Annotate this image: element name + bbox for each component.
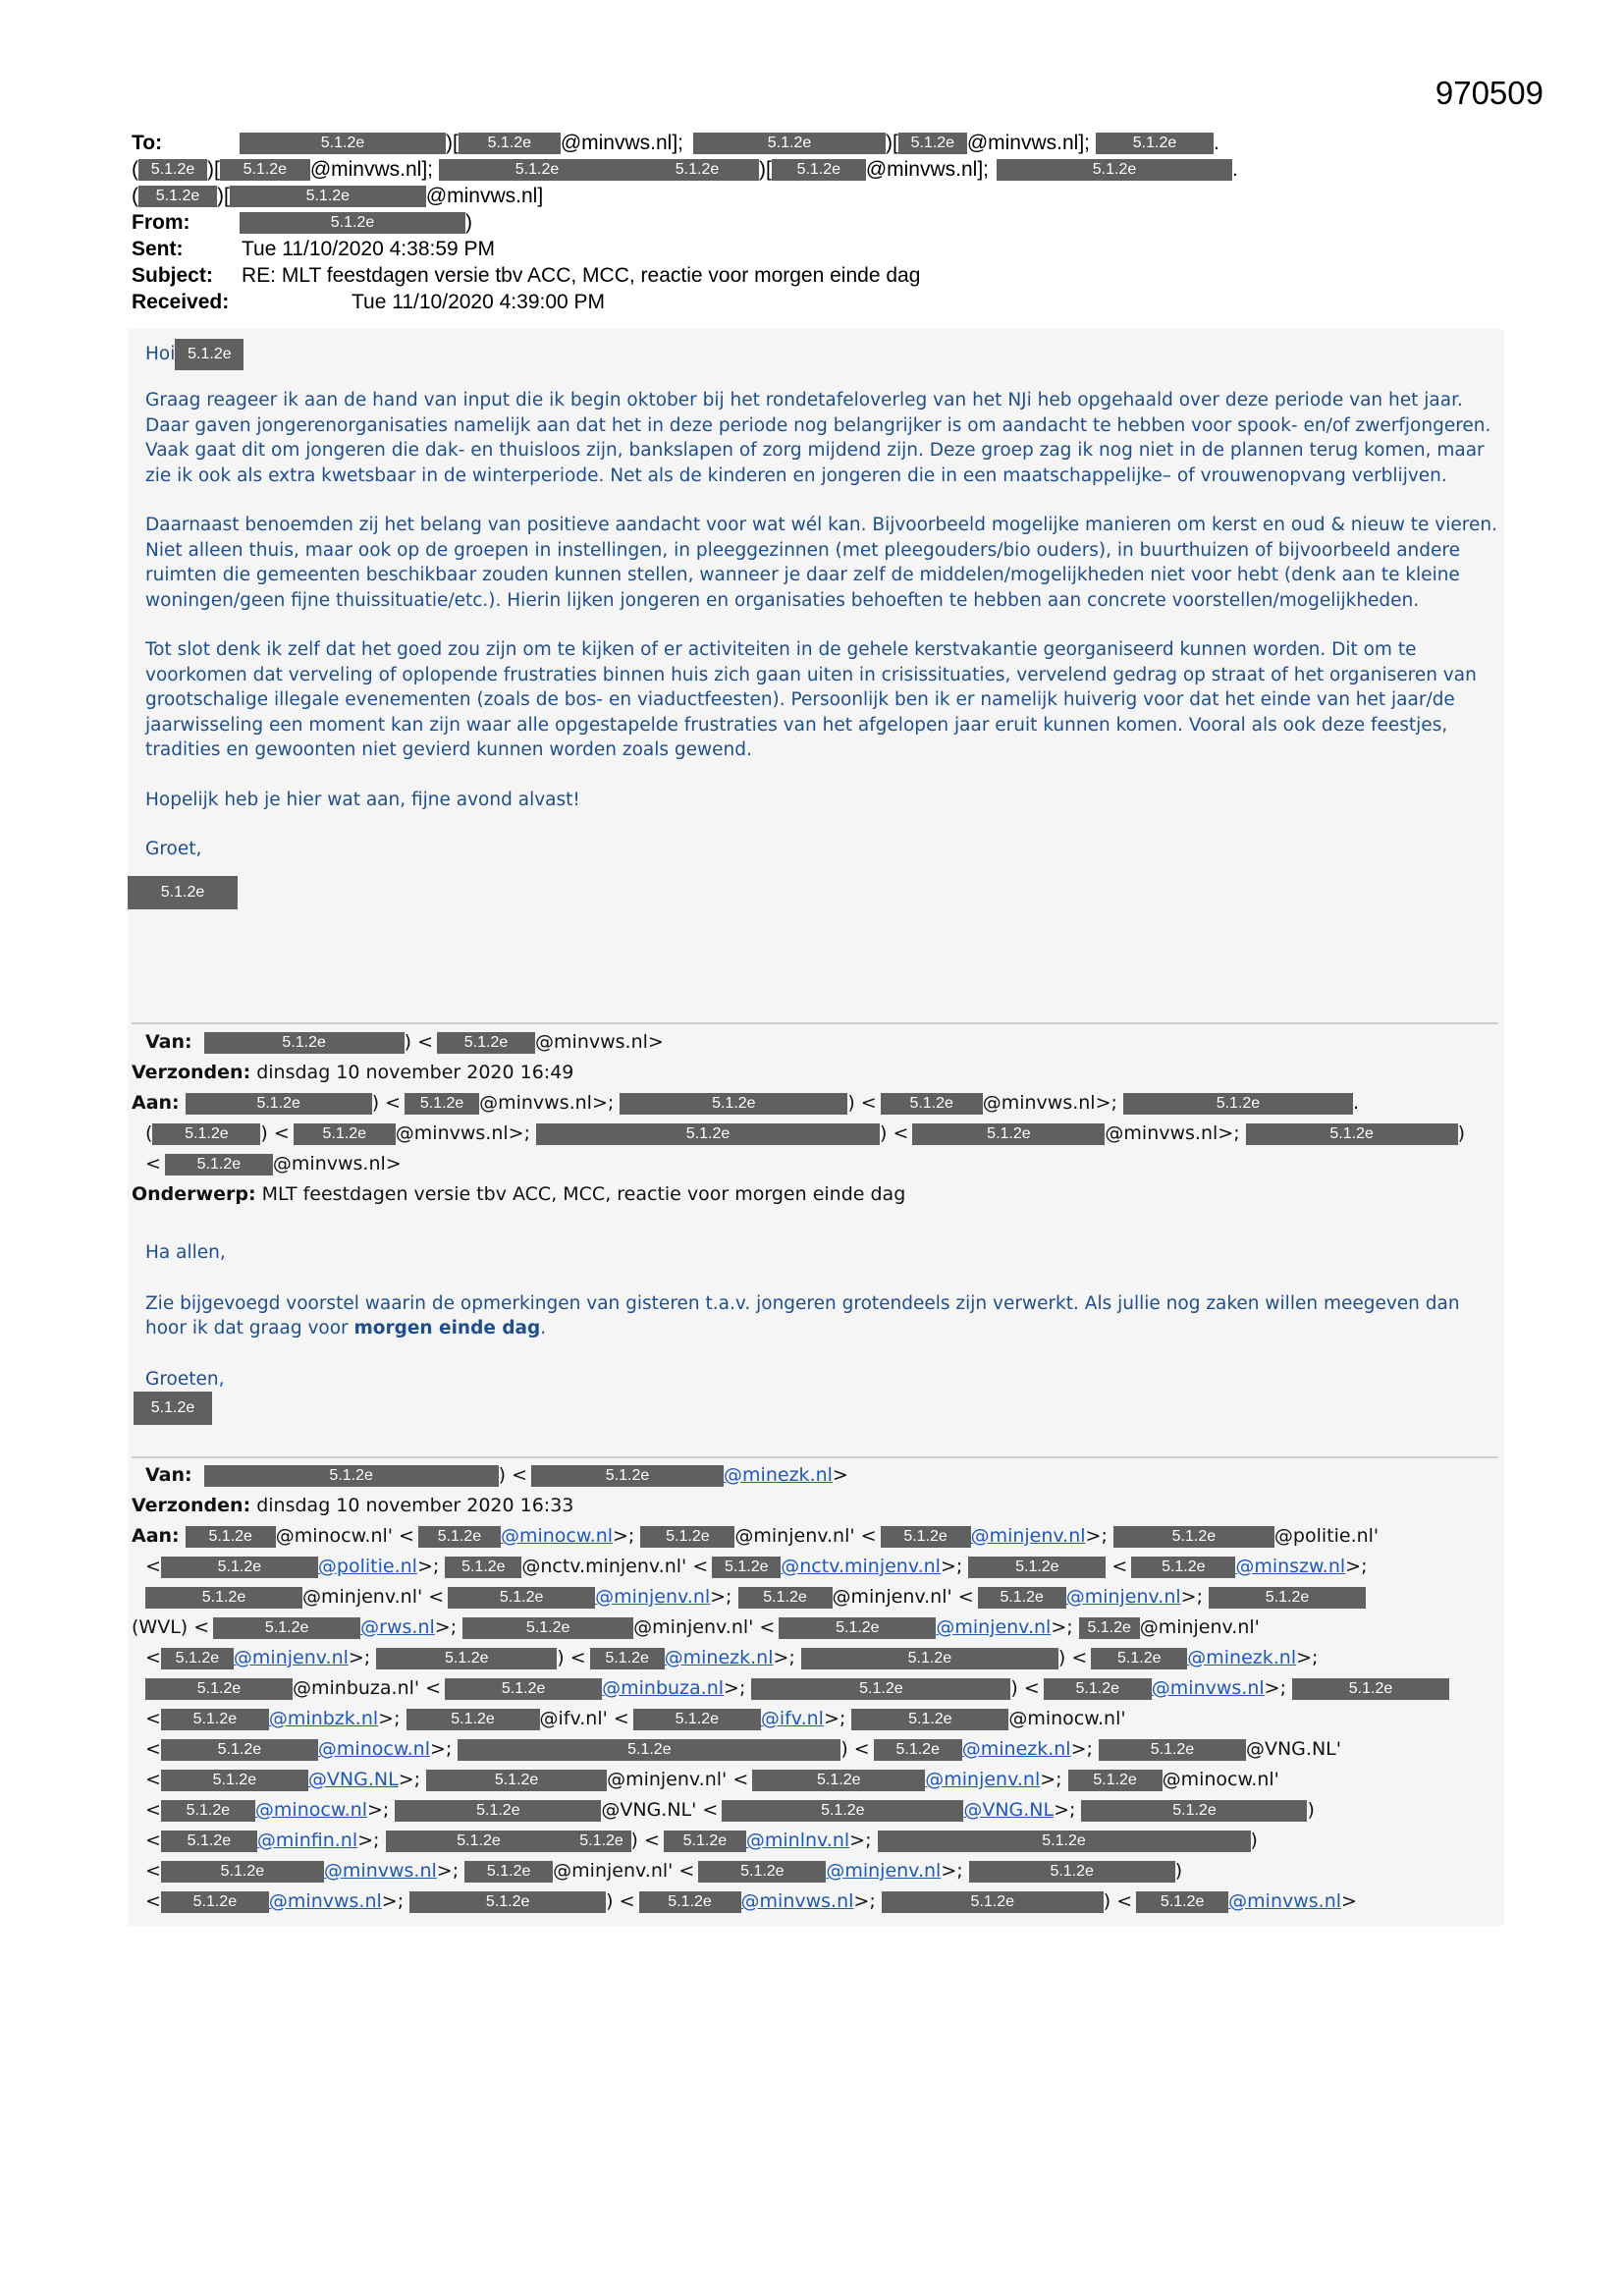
recipient: @VNG.NL' (601, 1799, 697, 1821)
recipient-domain: @minvws.nl> (272, 1153, 402, 1175)
email-link[interactable]: @minocw.nl (254, 1799, 367, 1821)
subject-value: RE: MLT feestdagen versie tbv ACC, MCC, reactie voor morgen einde dag (242, 264, 921, 287)
email-link[interactable]: @minvws.nl (1151, 1677, 1265, 1699)
to-domain: @minvws.nl]; (966, 132, 1090, 154)
van-domain: @minvws.nl> (535, 1031, 664, 1053)
recipient-domain: @minvws.nl>; (1105, 1122, 1240, 1144)
redaction: 5.1.2e (881, 1093, 983, 1115)
redaction: 5.1.2e (161, 1831, 257, 1852)
from-label: From: (132, 211, 190, 234)
received-label: Received: (132, 291, 230, 313)
redaction: 5.1.2e (161, 1770, 308, 1791)
message-2-text-part: Zie bijgevoegd voorstel waarin de opmerkingen van gisteren t.a.v. jongeren grotendeels zijn verwerkt. Als jullie nog zaken willen meegeven dan hoor ik dat graag voor (145, 1292, 1460, 1339)
redaction: 5.1.2e (175, 339, 244, 370)
email-link[interactable]: @minjenv.nl (925, 1769, 1041, 1790)
redaction: 5.1.2e (752, 1770, 925, 1791)
redaction: 5.1.2e (204, 1465, 499, 1487)
redaction: 5.1.2e (458, 1739, 840, 1761)
verzonden-label: Verzonden: (132, 1495, 251, 1516)
sent-row (132, 236, 1526, 262)
van-label: Van: (145, 1464, 192, 1486)
message-2-greeting: Ha allen, (145, 1242, 226, 1263)
redaction: 5.1.2e (912, 1123, 1105, 1145)
recipient: @minjenv.nl' (302, 1586, 423, 1608)
email-link[interactable]: @minvws.nl (740, 1890, 854, 1912)
redaction: 5.1.2e (230, 186, 426, 207)
recipient: @minjenv.nl' (553, 1860, 674, 1882)
redaction: 5.1.2e (1292, 1678, 1449, 1700)
reply-paragraph-2: Daarnaast benoemden zij het belang van positieve aandacht voor wat wél kan. Bijvoorbeeld mogelijke manieren om kerst en oud & nieuw te vieren. Niet alleen thuis, maar ook op de groepen in instellingen, in pleeggezinnen (met pleegouders/bio ouders), in buurthuizen of bijvoorbeeld andere ruimten die gemeenten beschikbaar zouden kunnen stellen, wanneer je daar zelf de middelen/mogelijkheden niet voor hebt (denk aan te kleine woningen/geen fijne thuissituatie/etc.). Hierin lijken jongeren en organisaties behoeften te hebben aan concrete voorstellen/mogelijkheden. (145, 515, 1497, 611)
email-link[interactable]: @minlnv.nl (745, 1830, 850, 1851)
email-link[interactable]: @minjenv.nl (970, 1525, 1086, 1547)
redaction: 5.1.2e (1081, 1800, 1307, 1822)
redaction: 5.1.2e (590, 1648, 665, 1669)
redaction: 5.1.2e (464, 1861, 553, 1883)
redaction: 5.1.2e (874, 1739, 962, 1761)
document-number: 970509 (1435, 75, 1543, 111)
email-link[interactable]: @politie.nl (317, 1556, 417, 1577)
redaction: 5.1.2e (1091, 1648, 1187, 1669)
signature-redaction: 5.1.2e (128, 876, 238, 909)
redaction: 5.1.2e (161, 1648, 234, 1669)
redaction: 5.1.2e (445, 1678, 602, 1700)
reply-closing: Hopelijk heb je hier wat aan, fijne avond alvast! (145, 789, 580, 810)
redaction: 5.1.2e (882, 1891, 1104, 1913)
recipient: (WVL) (132, 1616, 189, 1638)
redaction: 5.1.2e (801, 1648, 1058, 1669)
redaction: 5.1.2e (448, 1587, 595, 1609)
redaction: 5.1.2e (722, 1800, 963, 1822)
email-link[interactable]: @nctv.minjenv.nl (781, 1556, 941, 1577)
redaction: 5.1.2e (406, 1709, 540, 1730)
redaction: 5.1.2e (213, 1617, 360, 1639)
received-row (132, 289, 1526, 315)
redaction: 5.1.2e (1136, 1891, 1228, 1913)
redaction: 5.1.2e (204, 1032, 405, 1054)
reply-body (145, 339, 1500, 909)
redaction: 5.1.2e (664, 1831, 746, 1852)
signature-redaction: 5.1.2e (134, 1392, 212, 1425)
email-link[interactable]: @minjenv.nl (826, 1860, 942, 1882)
redaction: 5.1.2e (1096, 133, 1214, 154)
separator (132, 1022, 1498, 1024)
redaction: 5.1.2e (426, 1770, 607, 1791)
email-link[interactable]: @minvws.nl (1228, 1890, 1342, 1912)
redaction: 5.1.2e (772, 159, 866, 181)
redaction: 5.1.2e (445, 1557, 521, 1578)
redaction: 5.1.2e (751, 1678, 1010, 1700)
to-row: To: 5.1.2e )[ 5.1.2e @minvws.nl]; 5.1.2e )[ 5.1.2e @minvws.nl]; 5.1.2e . (132, 132, 1219, 154)
from-row: From: 5.1.2e ) (132, 211, 472, 234)
onderwerp-value: MLT feestdagen versie tbv ACC, MCC, reactie voor morgen einde dag (261, 1183, 906, 1205)
email-link[interactable]: @rws.nl (360, 1616, 435, 1638)
redaction: 5.1.2e (1123, 1093, 1353, 1115)
redaction: 5.1.2e (851, 1709, 1008, 1730)
redaction: 5.1.2e (1209, 1587, 1366, 1609)
redaction: 5.1.2e (161, 1861, 324, 1883)
email-link[interactable]: @VNG.NL (963, 1799, 1055, 1821)
to-domain: @minvws.nl]; (309, 158, 433, 181)
sent-label: Sent: (132, 238, 184, 260)
recipient-domain: @minvws.nl>; (395, 1122, 530, 1144)
redaction: 5.1.2e (1044, 1678, 1152, 1700)
redaction: 5.1.2e (138, 186, 217, 207)
redaction: 5.1.2e (386, 1831, 572, 1852)
recipient: @VNG.NL' (1245, 1738, 1341, 1760)
redaction: 5.1.2e (635, 159, 759, 181)
recipient: @politie.nl' (1273, 1525, 1380, 1547)
redaction: 5.1.2e (439, 159, 635, 181)
email-link[interactable]: @minszw.nl (1235, 1556, 1346, 1577)
redaction: 5.1.2e (698, 1861, 826, 1883)
subject-row (132, 262, 1526, 289)
redaction: 5.1.2e (220, 159, 310, 181)
redaction: 5.1.2e (165, 1154, 273, 1175)
recipient: @minjenv.nl' (607, 1769, 728, 1790)
redaction: 5.1.2e (161, 1891, 269, 1913)
reply-paragraph-1: Graag reageer ik aan de hand van input die ik begin oktober bij het rondetafeloverleg van het NJi heb opgehaald over deze periode van het jaar. Daar gaven jongerenorganisaties namelijk aan dat het in deze periode nog belangrijker is om aandacht te hebben voor spook- en/of zwerfjongeren. Vaak gaat dit om jongeren die dak- en thuisloos zijn, bankslapen of zorg mijdend zijn. Deze groep zag ik nog niet in de plannen terug komen, maar zie ik ook als extra kwetsbaar in de winterperiode. Net als de kinderen en jongeren die in een maatschappelijke– of vrouwenopvang verblijven. (145, 390, 1491, 486)
redaction: 5.1.2e (881, 1526, 971, 1548)
message-2-body (145, 1240, 1500, 1425)
redaction: 5.1.2e (161, 1557, 318, 1578)
redaction: 5.1.2e (572, 1831, 631, 1852)
recipient-domain: @minvws.nl>; (479, 1092, 615, 1114)
email-link[interactable]: @minocw.nl (317, 1738, 430, 1760)
verzonden-label: Verzonden: (132, 1062, 251, 1083)
redaction: 5.1.2e (1079, 1617, 1140, 1639)
redaction: 5.1.2e (620, 1093, 847, 1115)
redaction: 5.1.2e (1246, 1123, 1458, 1145)
email-link[interactable]: @minjenv.nl (233, 1647, 349, 1668)
email-link[interactable]: @minjenv.nl (936, 1616, 1052, 1638)
reply-sign-off: Groet, (145, 839, 202, 859)
redaction: 5.1.2e (395, 1800, 601, 1822)
email-link[interactable]: @minvws.nl (323, 1860, 437, 1882)
redaction: 5.1.2e (898, 133, 967, 154)
redaction: 5.1.2e (633, 1709, 761, 1730)
redaction: 5.1.2e (161, 1800, 255, 1822)
aan-label: Aan: (132, 1092, 180, 1114)
aan-label: Aan: (132, 1525, 180, 1547)
redaction: 5.1.2e (437, 1032, 535, 1054)
redaction: 5.1.2e (138, 159, 207, 181)
email-header (132, 130, 1526, 315)
redaction: 5.1.2e (462, 1617, 633, 1639)
redaction: 5.1.2e (1131, 1557, 1235, 1578)
redaction: 5.1.2e (693, 133, 886, 154)
redaction: 5.1.2e (186, 1093, 372, 1115)
separator (132, 1456, 1498, 1458)
redaction: 5.1.2e (779, 1617, 936, 1639)
message-2-text (145, 1291, 1500, 1341)
verzonden-value: dinsdag 10 november 2020 16:33 (256, 1495, 574, 1516)
email-link[interactable]: @minezk.nl (1187, 1647, 1297, 1668)
to-label: To: (132, 132, 163, 154)
to-row-2: ( 5.1.2e )[ 5.1.2e @minvws.nl]; 5.1.2e 5.1.2e )[ 5.1.2e @minvws.nl]; 5.1.2e . (132, 158, 1238, 181)
recipient: @minjenv.nl' (1139, 1616, 1260, 1638)
recipient: @ifv.nl' (539, 1708, 608, 1729)
redaction: 5.1.2e (712, 1557, 781, 1578)
recipient: @minocw.nl' (275, 1525, 393, 1547)
reply-paragraph-3: Tot slot denk ik zelf dat het goed zou zijn om te kijken of er activiteiten in de gehele kerstvakantie georganiseerd kunnen worden. Dit om te voorkomen dat verveling of oplopende frustraties binnen huis zich gaan uiten in crisissituaties, vervelend gedrag op straat of het organiseren van grootschalige illegale evenementen (zoals de bos- en viaductfeesten). Persoonlijk ben ik er namelijk huiverig voor dat het einde van het jaar/de jaarwisseling een moment kan zijn waar alle opgestapelde frustraties van het afgelopen jaar eruit kunnen komen. Vooral als ook deze feestjes, tradities en gewoonten niet gevierd kunnen worden zoals gewend. (145, 639, 1477, 760)
redaction: 5.1.2e (294, 1123, 396, 1145)
to-row-3: ( 5.1.2e )[ 5.1.2e @minvws.nl] (132, 185, 544, 207)
received-value: Tue 11/10/2020 4:39:00 PM (352, 291, 606, 313)
redaction: 5.1.2e (405, 1093, 479, 1115)
to-domain: @minvws.nl]; (865, 158, 989, 181)
van-email-link[interactable]: @minezk.nl (724, 1464, 833, 1486)
redaction: 5.1.2e (1068, 1770, 1163, 1791)
recipient: @minjenv.nl' (734, 1525, 855, 1547)
redaction: 5.1.2e (240, 133, 446, 154)
sent-value: Tue 11/10/2020 4:38:59 PM (242, 238, 496, 260)
to-domain: @minvws.nl] (425, 185, 544, 207)
redaction: 5.1.2e (240, 212, 465, 234)
redaction: 5.1.2e (536, 1123, 880, 1145)
email-link[interactable]: @minvws.nl (268, 1890, 382, 1912)
redaction: 5.1.2e (161, 1709, 269, 1730)
redaction: 5.1.2e (161, 1739, 318, 1761)
email-link[interactable]: @minjenv.nl (595, 1586, 711, 1608)
email-link[interactable]: @minbuza.nl (602, 1677, 725, 1699)
redaction: 5.1.2e (186, 1526, 276, 1548)
message-2-sign-off: Groeten, (145, 1368, 225, 1390)
recipient: @nctv.minjenv.nl' (521, 1556, 687, 1577)
email-link[interactable]: @minjenv.nl (1065, 1586, 1181, 1608)
redaction: 5.1.2e (878, 1831, 1251, 1852)
van-label: Van: (145, 1031, 192, 1053)
redaction: 5.1.2e (145, 1587, 302, 1609)
onderwerp-label: Onderwerp: (132, 1183, 256, 1205)
redaction: 5.1.2e (376, 1648, 557, 1669)
redaction: 5.1.2e (531, 1465, 724, 1487)
redaction: 5.1.2e (738, 1587, 833, 1609)
recipient: @minocw.nl' (1162, 1769, 1279, 1790)
redaction: 5.1.2e (459, 133, 561, 154)
email-link[interactable]: @minbzk.nl (268, 1708, 379, 1729)
email-link[interactable]: @ifv.nl (760, 1708, 824, 1729)
recipient: @minocw.nl' (1008, 1708, 1126, 1729)
redaction: 5.1.2e (409, 1891, 606, 1913)
verzonden-value: dinsdag 10 november 2020 16:49 (256, 1062, 574, 1083)
email-link[interactable]: @minezk.nl (664, 1647, 774, 1668)
redaction: 5.1.2e (640, 1526, 734, 1548)
redaction: 5.1.2e (1113, 1526, 1274, 1548)
redaction: 5.1.2e (997, 159, 1232, 181)
subject-label: Subject: (132, 264, 213, 287)
message-3-header: Van: 5.1.2e ) < 5.1.2e @minezk.nl> Verzonden: dinsdag 10 november 2020 16:33 Aan: 5.1.2e @minocw.nl' < 5.1.2e @minocw.nl>; 5.1.2e @minjenv.nl' < 5.1.2e @minjenv.nl>; 5.1.2e @politie.nl' < 5.1.2e @politie.nl>; 5.1.2e @nctv.minjenv.nl' < 5.1.2e @nctv.minjenv.nl>; 5.1.2e < 5.1.2e @minszw.nl>; 5.1.2e @minjenv.nl' < 5.1.2e @minjenv.nl>; 5.1.2e @minjenv.nl' < 5.1.2e @minjenv.nl>; 5.1.2e (WVL) < 5.1.2e @rws.nl>; 5.1.2e @minjenv.nl' < 5.1.2e @minjenv.nl>; 5.1.2e @minjenv.nl' < 5.1.2e @minjenv.nl>; 5.1.2e ) < 5.1.2e @minezk.nl>; 5.1.2e ) < 5.1.2e @minezk.nl>; 5.1.2e @minbuza.nl' < 5.1.2e @minbuza.nl>; 5.1.2e ) < 5.1.2e @minvws.nl>; 5.1.2e < 5.1.2e @minbzk.nl>; 5.1.2e @ifv.nl' < 5.1.2e @ifv.nl>; 5.1.2e @minocw.nl' < 5.1.2e @minocw.nl>; 5.1.2e ) < 5.1.2e @minezk.nl>; 5.1.2e @VNG.NL' < 5.1.2e @VNG.NL>; 5.1.2e @minjenv.nl' < 5.1.2e @minjenv.nl>; 5.1.2e @minocw.nl' < 5.1.2e @minocw.nl>; 5.1.2e @VNG.NL' < 5.1.2e @VNG.NL>; 5.1.2e ) < 5.1.2e @minfin.nl>; 5.1.2e 5.1.2e ) < 5.1.2e @minlnv.nl>; 5.1.2e ) < 5.1.2e @minvws.nl>; 5.1.2e @minjenv.nl' < 5.1.2e @minjenv.nl>; 5.1.2e ) < 5.1.2e @minvws.nl>; 5.1.2e ) < 5.1.2e @minvws.nl>; 5.1.2e ) < 5.1.2e @minvws.nl> (132, 1460, 1516, 1917)
redaction: 5.1.2e (1099, 1739, 1246, 1761)
email-link[interactable]: @minezk.nl (961, 1738, 1071, 1760)
redaction: 5.1.2e (639, 1891, 741, 1913)
message-2-text-bold: morgen einde dag (353, 1318, 541, 1339)
to-domain: @minvws.nl]; (560, 132, 683, 154)
redaction: 5.1.2e (418, 1526, 501, 1548)
recipient-domain: @minvws.nl>; (982, 1092, 1117, 1114)
redaction: 5.1.2e (145, 1678, 293, 1700)
email-link[interactable]: @minocw.nl (500, 1525, 614, 1547)
recipient: @minbuza.nl' (293, 1677, 420, 1699)
redaction: 5.1.2e (978, 1587, 1066, 1609)
redaction: 5.1.2e (968, 1557, 1106, 1578)
email-link[interactable]: @VNG.NL (307, 1769, 399, 1790)
recipient: @minjenv.nl' (832, 1586, 952, 1608)
message-2-header: Van: 5.1.2e ) < 5.1.2e @minvws.nl> Verzonden: dinsdag 10 november 2020 16:49 Aan: 5.1.2e ) < 5.1.2e @minvws.nl>; 5.1.2e ) < 5.1.2e @minvws.nl>; 5.1.2e . ( 5.1.2e ) < 5.1.2e @minvws.nl>; 5.1.2e ) < 5.1.2e @minvws.nl>; 5.1.2e ) < 5.1.2e @minvws.nl> Onderwerp: MLT feestdagen versie tbv ACC, MCC, reactie voor morgen einde dag (132, 1031, 1466, 1205)
message-2-text-part: . (540, 1318, 547, 1339)
email-link[interactable]: @minfin.nl (256, 1830, 358, 1851)
recipient: @minjenv.nl' (633, 1616, 754, 1638)
redaction: 5.1.2e (152, 1123, 260, 1145)
redaction: 5.1.2e (969, 1861, 1175, 1883)
reply-greeting: Hoi (145, 344, 176, 364)
